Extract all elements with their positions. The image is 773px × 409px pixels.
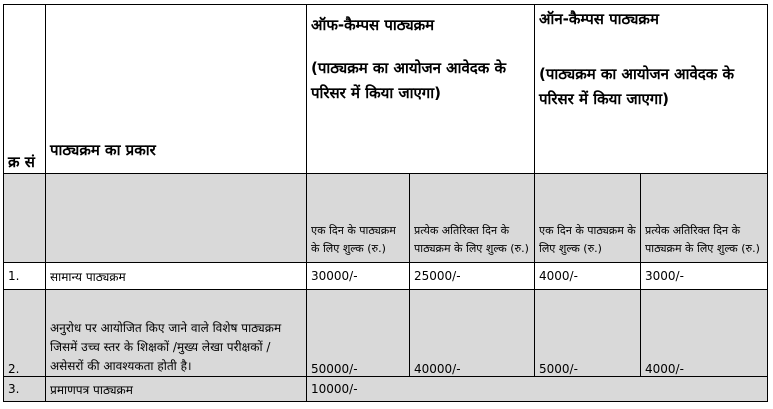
- row-on-additional-fee: 3000/-: [641, 263, 768, 290]
- row-off-first-fee: 10000/-: [307, 377, 768, 402]
- row-off-additional-fee: 40000/-: [410, 290, 535, 377]
- on-additional-label: प्रत्येक अतिरिक्त दिन के पाठ्यक्रम के लिए शुल्क (रु.): [645, 224, 760, 255]
- subheader-row: [4, 174, 768, 263]
- row-on-first-fee: 4000/-: [535, 263, 641, 290]
- row-on-additional-fee: 4000/-: [641, 290, 768, 377]
- on-campus-title: ऑन-कैम्पस पाठ्यक्रम: [539, 10, 659, 28]
- on-campus-note: (पाठ्यक्रम का आयोजन आवेदक के परिसर में किया जाएगा): [539, 65, 735, 108]
- row-course-type: प्रमाणपत्र पाठ्यक्रम: [46, 377, 307, 402]
- fee-table: [3, 4, 768, 402]
- row-off-first-fee: 30000/-: [307, 263, 410, 290]
- off-additional-header: [410, 174, 535, 263]
- row-serial: 2.: [4, 290, 46, 377]
- table-row: [4, 290, 768, 377]
- on-campus-header: [535, 5, 768, 174]
- row-off-additional-fee: 25000/-: [410, 263, 535, 290]
- row-serial: 3.: [4, 377, 46, 402]
- on-first-day-label: एक दिन के पाठ्यक्रम के लिए शुल्क (रु.): [539, 224, 636, 255]
- table-row: [4, 377, 768, 402]
- subheader-blank: [46, 174, 307, 263]
- row-on-first-fee: 5000/-: [535, 290, 641, 377]
- subheader-blank: [4, 174, 46, 263]
- table-row: [4, 263, 768, 290]
- row-off-first-fee: 50000/-: [307, 290, 410, 377]
- off-first-day-header: [307, 174, 410, 263]
- off-additional-label: प्रत्येक अतिरिक्त दिन के पाठ्यक्रम के लिए शुल्क (रु.): [414, 224, 529, 255]
- course-type-header: पाठ्यक्रम का प्रकार: [46, 5, 307, 174]
- serial-header: क्र सं: [4, 5, 46, 174]
- row-course-type: सामान्य पाठ्यक्रम: [46, 263, 307, 290]
- off-campus-header: [307, 5, 535, 174]
- row-course-type: अनुरोध पर आयोजित किए जाने वाले विशेष पाठ्यक्रम जिसमें उच्च स्तर के शिक्षकों /मुख्य लेखा परीक्षकों /असेसरों की आवश्यकता होती है।: [46, 290, 307, 377]
- header-row: [4, 5, 768, 174]
- on-additional-header: [641, 174, 768, 263]
- off-first-day-label: एक दिन के पाठ्यक्रम के लिए शुल्क (रु.): [311, 224, 396, 255]
- on-first-day-header: [535, 174, 641, 263]
- off-campus-note: (पाठ्यक्रम का आयोजन आवेदक के परिसर में किया जाएगा): [311, 59, 507, 102]
- off-campus-title: ऑफ-कैम्पस पाठ्यक्रम: [311, 16, 435, 34]
- row-serial: 1.: [4, 263, 46, 290]
